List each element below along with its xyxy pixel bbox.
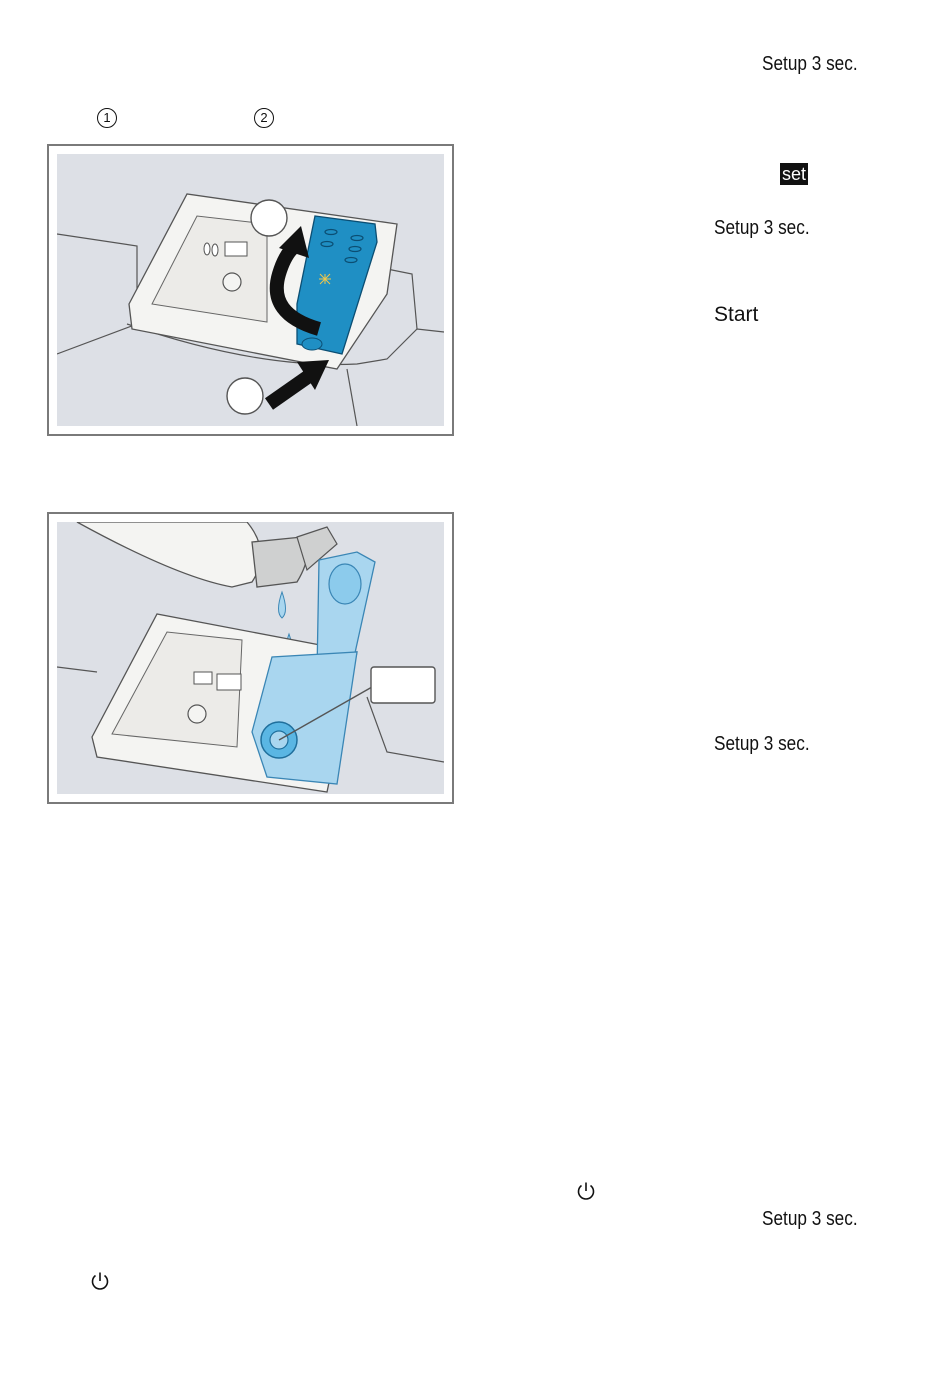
power-icon [89,1270,111,1292]
figure-open-dispenser [47,144,454,436]
dispenser-open-illustration [57,154,444,426]
sparkle-icon [319,274,331,284]
callout-number-1: 1 [97,108,117,128]
start-label: Start [714,303,759,326]
setup-label-top: Setup 3 sec. [762,53,858,75]
setup-label-lower: Setup 3 sec. [714,733,810,755]
figure-fill-rinse-aid [47,512,454,804]
callout-box [371,667,435,703]
callout-number-2: 2 [254,108,274,128]
set-badge: set [782,164,807,184]
setup-label-bottom: Setup 3 sec. [762,1208,858,1230]
setup-label-mid: Setup 3 sec. [714,217,810,239]
power-icon [575,1180,597,1202]
dispenser-fill-illustration [57,522,444,794]
